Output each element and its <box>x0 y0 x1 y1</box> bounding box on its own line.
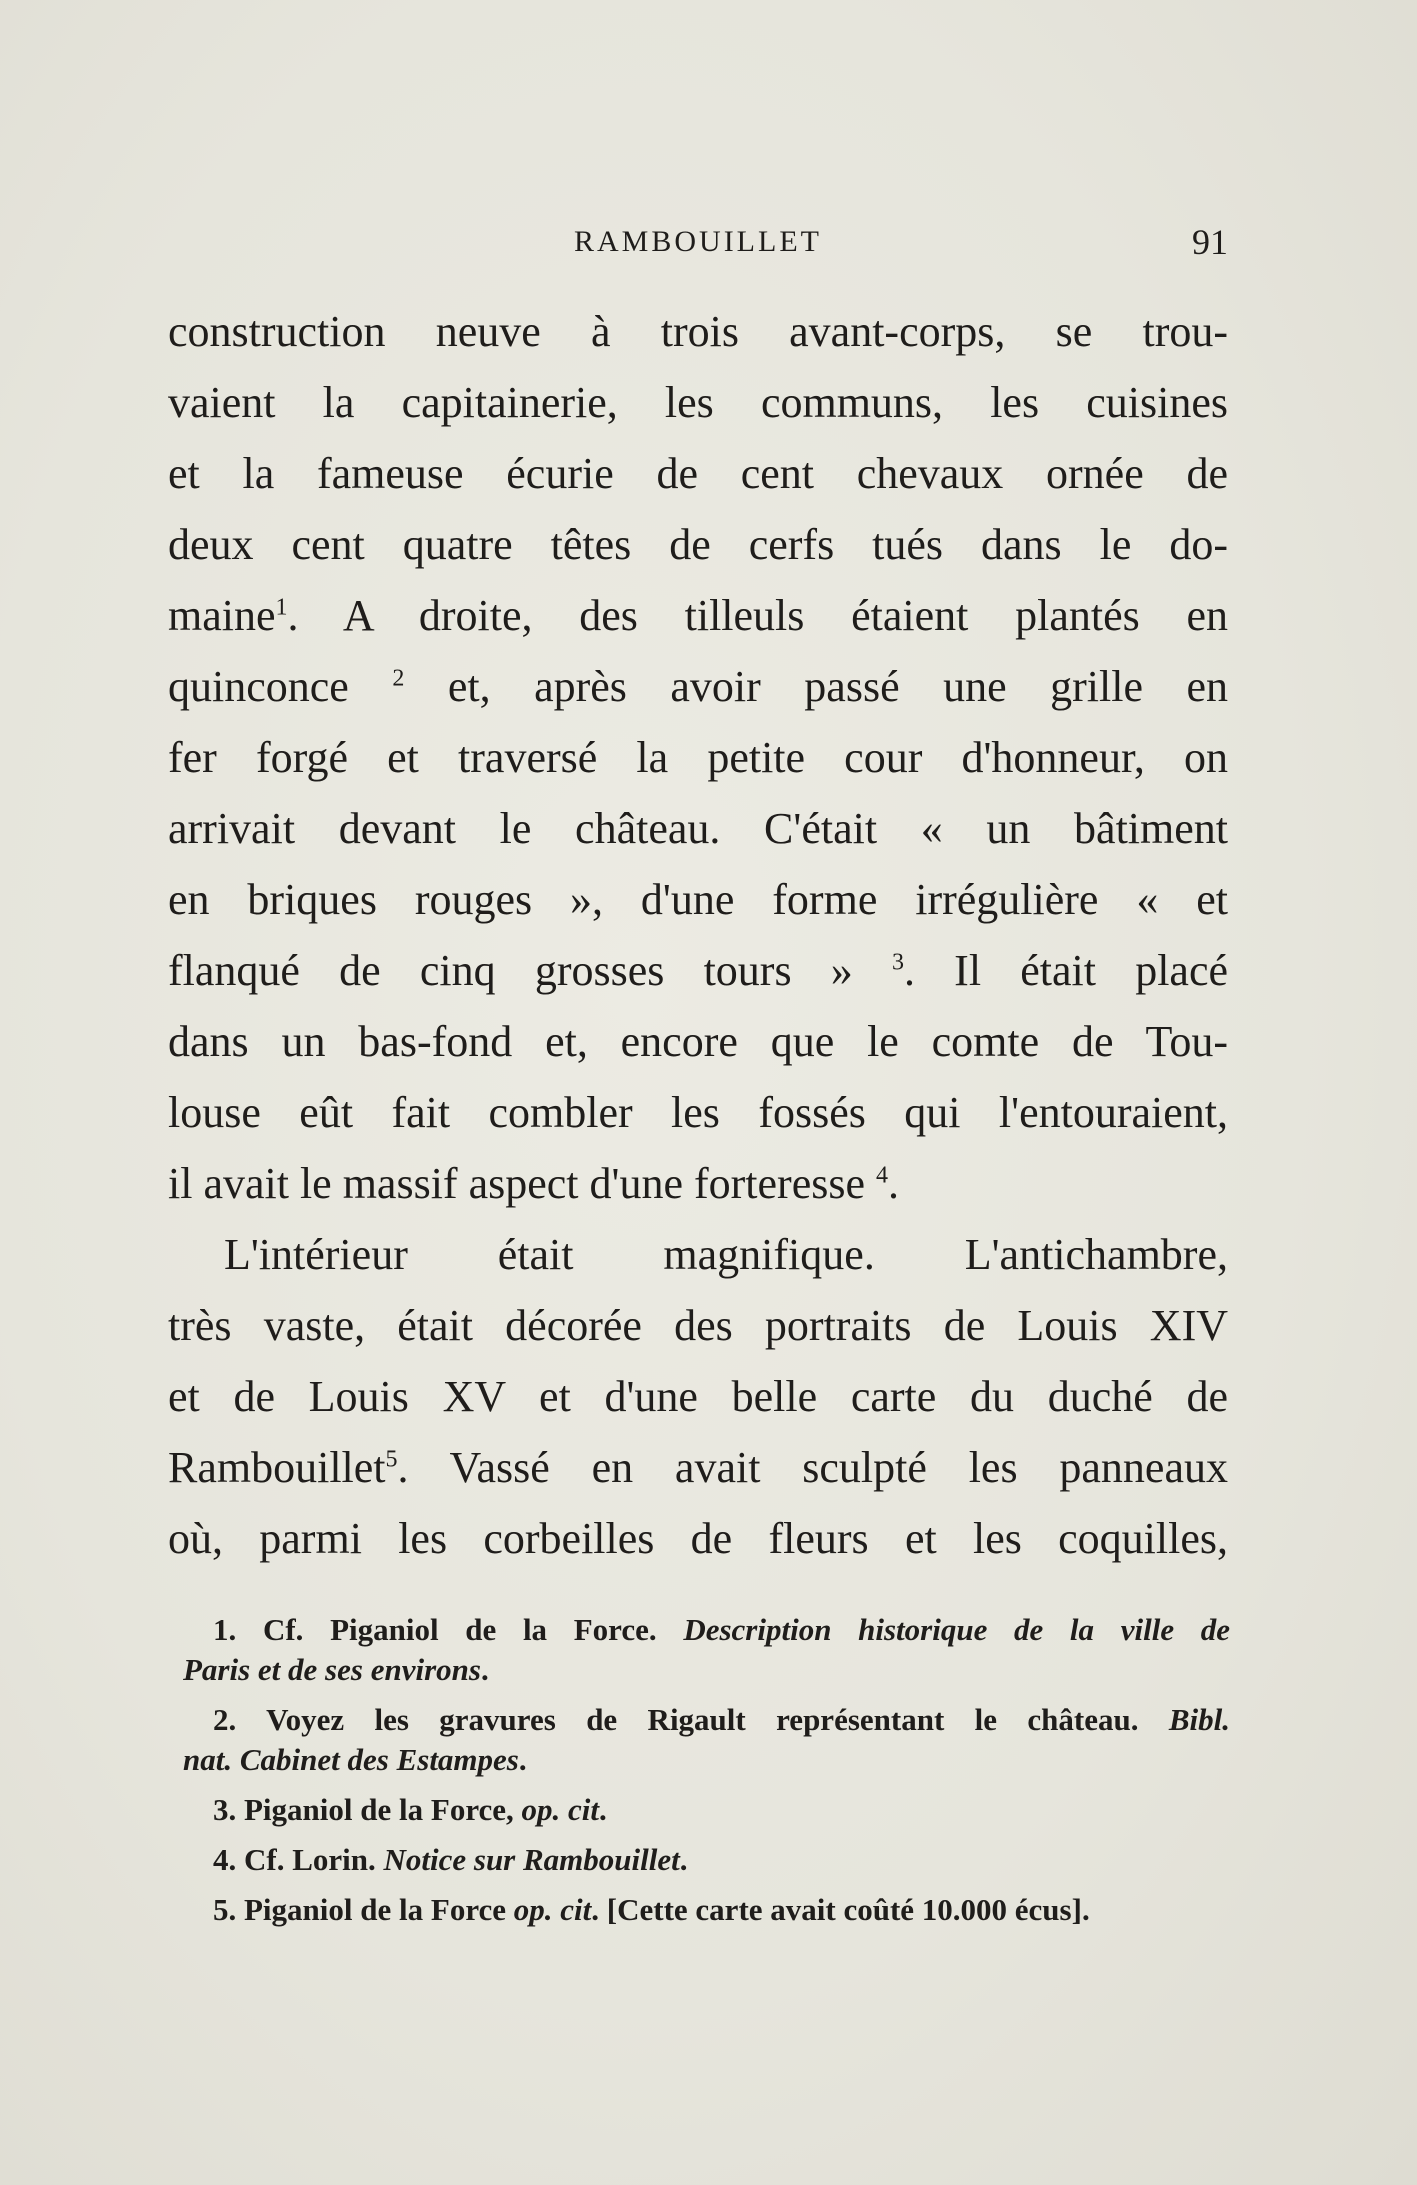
footnotes <box>183 1610 1230 1940</box>
running-head: RAMBOUILLET <box>574 225 822 258</box>
page-number: 91 <box>1192 222 1228 262</box>
footnote-number: 3. <box>213 1792 237 1827</box>
text-line: flanqué de cinq grosses tours » $^3$. Il était placé <box>168 946 1229 995</box>
text-line: il avait le massif aspect d'une forteresse $^4$. <box>168 1159 899 1208</box>
text-line: et la fameuse écurie de cent chevaux ornée de <box>168 449 1228 498</box>
page-header <box>168 222 1228 262</box>
text-line: arrivait devant le château. C'était « un bâtiment <box>168 804 1228 853</box>
text-line: Rambouillet$^5$. Vassé en avait sculpté les panneaux <box>168 1443 1228 1492</box>
text-line: L'intérieur était magnifique. L'antichambre, <box>224 1230 1228 1279</box>
text-line: où, parmi les corbeilles de fleurs et les coquilles, <box>168 1514 1228 1563</box>
text-line: construction neuve à trois avant-corps, se trou- <box>168 307 1228 356</box>
text-line: maine$^1$. A droite, des tilleuls étaient plantés en <box>168 591 1228 640</box>
text-line: fer forgé et traversé la petite cour d'honneur, on <box>168 733 1228 782</box>
body-text <box>168 296 1228 1574</box>
text-line: louse eût fait combler les fossés qui l'entouraient, <box>168 1088 1228 1137</box>
footnote-4: 4. Cf. Lorin. Notice sur Rambouillet. <box>213 1842 688 1877</box>
footnote-ref: 1 <box>275 594 288 621</box>
text-line: deux cent quatre têtes de cerfs tués dans le do- <box>168 520 1228 569</box>
footnote-ref: 5 <box>385 1446 398 1473</box>
footnote-number: 5. <box>213 1892 237 1927</box>
text-line: et de Louis XV et d'une belle carte du duché de <box>168 1372 1228 1421</box>
text-line: quinconce $^2$ et, après avoir passé une grille en <box>168 662 1229 711</box>
footnote-number: 4. <box>213 1842 237 1877</box>
footnote-1: 1. Cf. Piganiol de la Force. Description historique de la ville de Paris et de ses environs. <box>183 1612 1231 1687</box>
text-line: en briques rouges », d'une forme irrégulière « et <box>168 875 1228 924</box>
footnote-2: 2. Voyez les gravures de Rigault représentant le château. Bibl. nat. Cabinet des Estampes. <box>183 1702 1230 1777</box>
text-line: très vaste, était décorée des portraits de Louis XIV <box>168 1301 1228 1350</box>
footnote-number: 1. <box>213 1612 237 1647</box>
footnote-5: 5. Piganiol de la Force op. cit. [Cette carte avait coûté 10.000 écus]. <box>213 1892 1090 1927</box>
text-line: vaient la capitainerie, les communs, les cuisines <box>168 378 1228 427</box>
footnote-ref: 2 <box>392 665 405 692</box>
footnote-number: 2. <box>213 1702 237 1737</box>
footnote-3: 3. Piganiol de la Force, op. cit. <box>213 1792 607 1827</box>
text-line: dans un bas-fond et, encore que le comte de Tou- <box>168 1017 1228 1066</box>
footnote-ref: 4 <box>876 1162 888 1189</box>
footnote-ref: 3 <box>891 949 904 976</box>
